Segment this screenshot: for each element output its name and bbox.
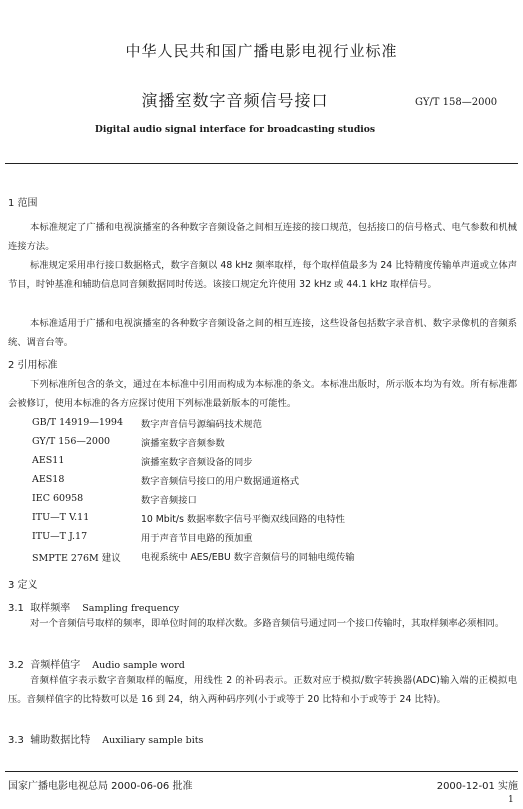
term-heading [8,731,203,746]
term-chinese: 辅助数据比特 [30,735,91,746]
reference-code: AES11 [32,455,65,466]
term-english: Sampling frequency [82,603,180,614]
approval-note: 国家广播电影电视总局 2000-06-06 批准 [8,781,193,792]
reference-name: 10 Mbit/s 数据率数字信号平衡双线回路的电特性 [141,514,345,525]
term-english: Audio sample word [92,660,185,671]
reference-code: IEC 60958 [32,493,84,504]
term-heading [8,599,179,614]
reference-name: 数字音频信号接口的用户数据通道格式 [141,476,300,487]
reference-code: AES18 [32,474,65,485]
term-number: 3.1 [8,603,24,614]
reference-name: 演播室数字音频参数 [141,438,225,449]
reference-code: ITU—T V.11 [32,512,90,523]
term-definition: 音频样值字表示数字音频取样的幅度，用线性 2 的补码表示。正数对应于模拟/数字转换器(ADC)输入端的正模拟电压。音频样值字的比特数可以是 16 到 24，纳入两种码序列(小于或等于 20 比特和小于或等于 24 比特)。 [8,675,517,706]
term-heading [8,656,185,671]
section-3-heading: 3 定义 [8,580,38,591]
standard-category-heading: 中华人民共和国广播电影电视行业标准 [125,42,398,60]
section-1-paragraph-3: 本标准适用于广播和电视演播室的各种数字音频设备之间的相互连接，这些设备包括数字录音机、数字录像机的音频系统、调音台等。 [8,318,517,349]
reference-code: SMPTE 276M 建议 [32,553,121,564]
standard-code: GY/T 158—2000 [415,97,498,108]
section-1-paragraph-1: 本标准规定了广播和电视演播室的各种数字音频设备之间相互连接的接口规范，包括接口的信号格式、电气参数和机械连接方法。 [8,222,517,253]
reference-name: 演播室数字音频设备的同步 [141,457,253,468]
term-definition: 对一个音频信号取样的频率，即单位时间的取样次数。多路音频信号通过同一个接口传输时，其取样频率必须相同。 [30,618,505,629]
reference-name: 电视系统中 AES/EBU 数字音频信号的同轴电缆传输 [141,552,355,563]
page-number: 1 [508,795,514,805]
reference-name: 用于声音节目电路的预加重 [141,533,253,544]
reference-code: GY/T 156—2000 [32,436,111,447]
reference-name: 数字音频接口 [141,495,197,506]
document-title: 演播室数字音频信号接口 [141,91,329,110]
section-1-heading: 1 范围 [8,198,38,209]
effective-date-note: 2000-12-01 实施 [436,781,518,792]
footer-divider [5,771,518,772]
term-number: 3.2 [8,660,24,671]
reference-code: GB/T 14919—1994 [32,417,124,428]
section-2-paragraph-1: 下列标准所包含的条文，通过在本标准中引用而构成为本标准的条文。本标准出版时，所示版本均为有效。所有标准都会被修订，使用本标准的各方应探讨使用下列标准最新版本的可能性。 [8,379,517,410]
header-divider [5,163,518,164]
term-chinese: 取样频率 [30,603,71,614]
section-2-heading: 2 引用标准 [8,360,58,371]
english-title: Digital audio signal interface for broadcasting studios [94,124,376,135]
term-number: 3.3 [8,735,24,746]
reference-name: 数字声音信号源编码技术规范 [141,419,262,430]
reference-code: ITU—T J.17 [32,531,88,542]
term-chinese: 音频样值字 [30,660,81,671]
section-1-paragraph-2: 标准规定采用串行接口数据格式，数字音频以 48 kHz 频率取样，每个取样值最多为 24 比特精度传输单声道或立体声节目，时钟基准和辅助信息同音频数据同时传送。该接口规定允许使用 32 kHz 或 44.1 kHz 取样信号。 [8,260,517,291]
term-english: Auxiliary sample bits [102,735,204,746]
